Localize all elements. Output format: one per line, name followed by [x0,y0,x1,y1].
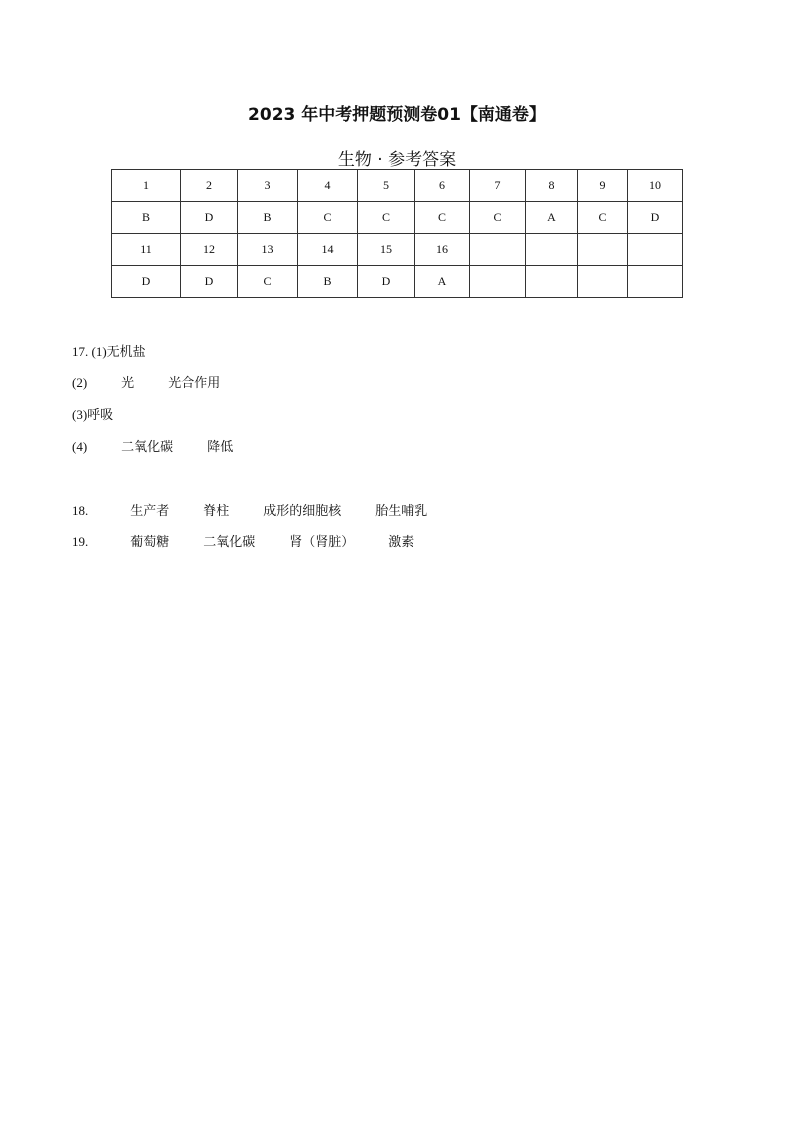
table-cell: 6 [415,170,470,202]
table-cell: C [298,202,358,234]
q17-part1 [72,341,146,360]
q19-answer-c: 肾（肾脏） [289,535,355,550]
table-cell: 14 [298,234,358,266]
table-row [112,202,683,234]
table-cell [470,266,526,298]
q17-part3-answer: 呼吸 [87,408,114,423]
table-row [112,234,683,266]
table-cell: 13 [238,234,298,266]
table-cell: D [112,266,181,298]
q17-part2-answer-a: 光 [121,376,135,391]
q18-answer-b: 脊柱 [203,504,230,519]
table-cell: A [526,202,578,234]
table-cell: C [238,266,298,298]
table-cell: 1 [112,170,181,202]
table-cell: 8 [526,170,578,202]
q19-label: 19. [72,534,89,549]
table-row [112,170,683,202]
page-subtitle: 生物 · 参考答案 [337,150,457,170]
answer-table [111,169,683,298]
q17-part4 [72,436,233,455]
table-cell: 2 [181,170,238,202]
q19-answer-a: 葡萄糖 [130,535,170,550]
table-cell [628,266,683,298]
table-cell [526,234,578,266]
page-title: 2023 年中考押题预测卷01【南通卷】 [248,105,546,125]
table-cell: B [298,266,358,298]
q19-answer-b: 二氧化碳 [203,535,256,550]
q17-part2-label: (2) [72,375,88,390]
q17-part3-label: (3) [72,407,88,422]
table-cell: B [238,202,298,234]
table-cell: 11 [112,234,181,266]
q17-part4-answer-b: 降低 [207,440,234,455]
table-row [112,266,683,298]
table-cell [470,234,526,266]
q17-part1-answer: 无机盐 [106,345,146,360]
q17-part2 [72,372,220,391]
q18-answer-a: 生产者 [130,504,170,519]
table-cell: 3 [238,170,298,202]
table-cell: 12 [181,234,238,266]
table-cell: B [112,202,181,234]
table-cell [628,234,683,266]
q17-part1-label: 17. (1) [72,344,107,359]
table-cell: A [415,266,470,298]
q19-answer-d: 激素 [388,535,415,550]
table-cell: C [415,202,470,234]
table-cell: D [358,266,415,298]
table-cell: C [470,202,526,234]
table-cell: C [358,202,415,234]
q17-part2-answer-b: 光合作用 [168,376,221,391]
table-cell: 10 [628,170,683,202]
table-cell: 16 [415,234,470,266]
table-cell: D [181,266,238,298]
q17-part4-answer-a: 二氧化碳 [121,440,174,455]
q17-part3 [72,404,113,423]
q18-label: 18. [72,503,89,518]
table-cell: 5 [358,170,415,202]
q17-part4-label: (4) [72,439,88,454]
q19-line [72,531,414,550]
table-cell: 7 [470,170,526,202]
table-cell: D [628,202,683,234]
table-cell: C [578,202,628,234]
q18-answer-d: 胎生哺乳 [375,504,428,519]
table-cell: 4 [298,170,358,202]
q18-line [72,500,427,519]
q18-answer-c: 成形的细胞核 [263,504,342,519]
table-cell: 15 [358,234,415,266]
table-cell: D [181,202,238,234]
table-cell [578,234,628,266]
table-cell: 9 [578,170,628,202]
table-cell [526,266,578,298]
table-cell [578,266,628,298]
